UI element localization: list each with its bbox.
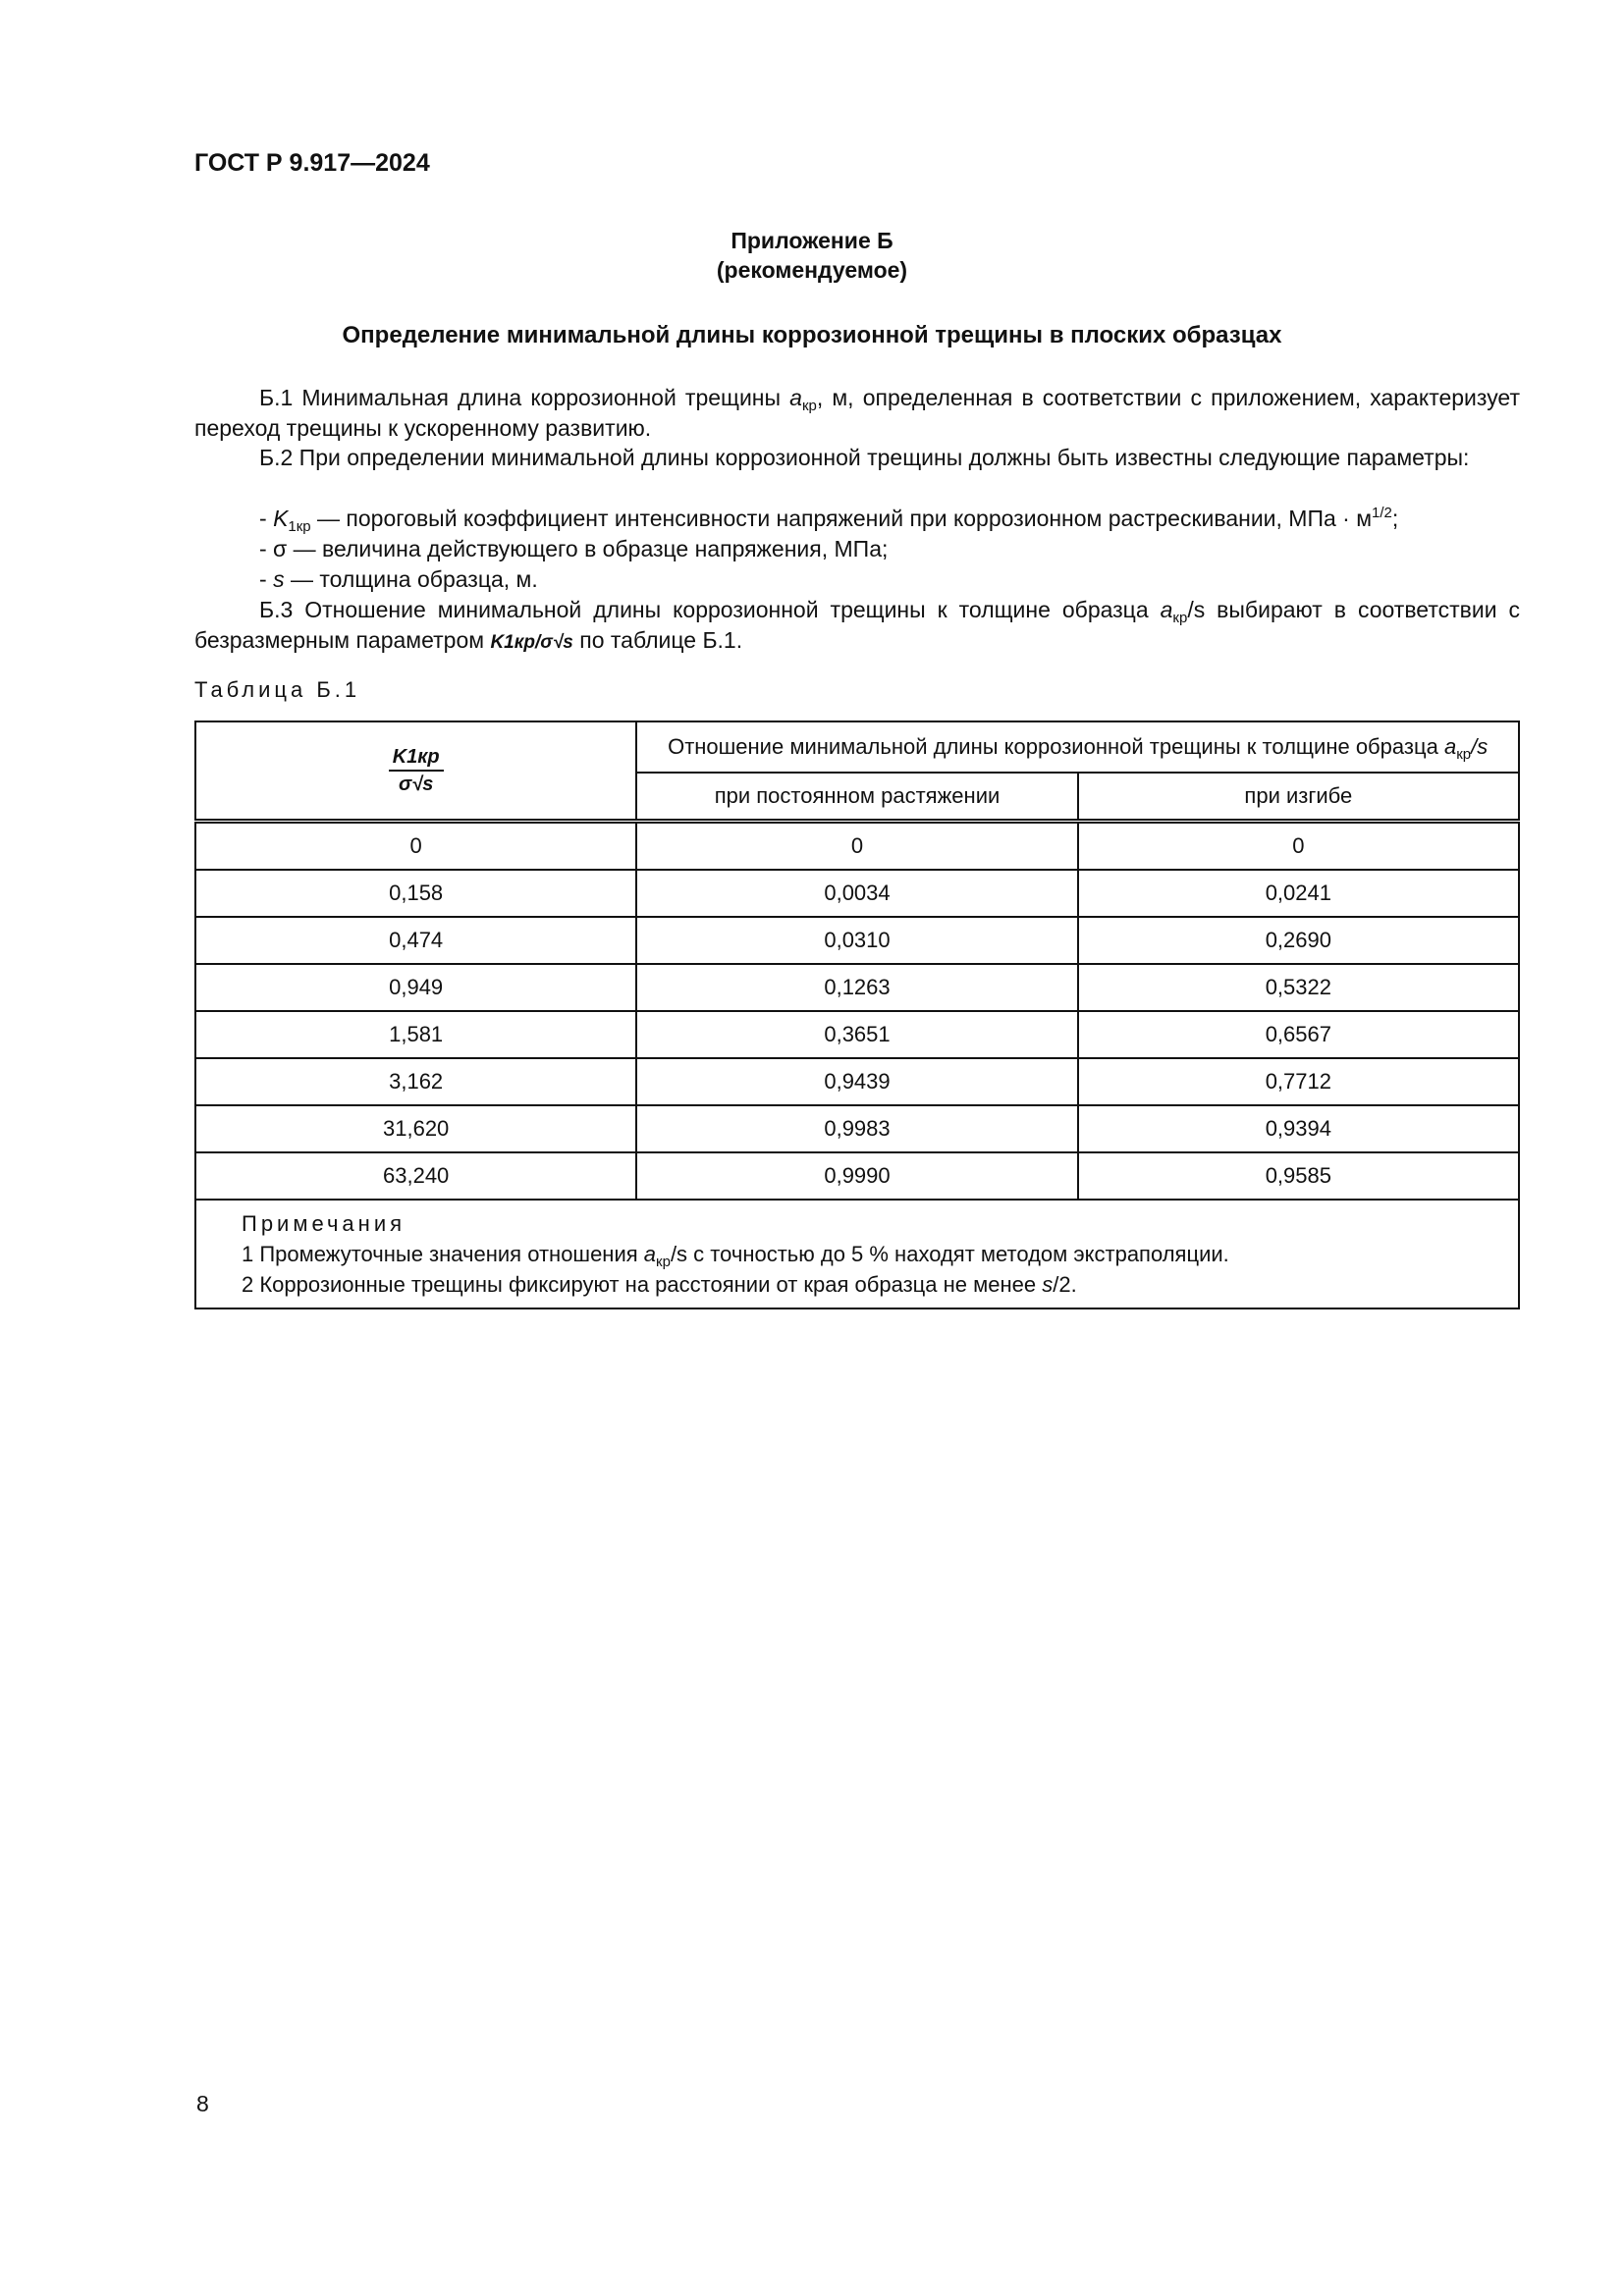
table-cell: 0,2690 [1078,917,1519,964]
appendix-status: (рекомендуемое) [716,257,908,283]
paragraph-b1: Б.1 Минимальная длина коррозионной трещины $a_{кр}$, м, определенная в соответствии с приложением, характеризует переход трещины к ускоренному развитию. [194,385,1520,441]
table-row [195,1058,1519,1105]
table-cell: 0,9990 [636,1152,1077,1200]
paragraph-b3: Б.3 Отношение минимальной длины коррозионной трещины к толщине образца $a_{кр}/s$ выбирают в соответствии с безразмерным параметром K1кр/σ√s по таблице Б.1. [194,597,1521,653]
table-cell: 0,1263 [636,964,1077,1011]
table-cell: 1,581 [195,1011,636,1058]
table-cell: 0,474 [195,917,636,964]
table-cell: 0,9585 [1078,1152,1519,1200]
table-row [195,1011,1519,1058]
table-cell: 0,3651 [636,1011,1077,1058]
header-tension: при постоянном растяжении [636,773,1077,822]
table-cell: 0,949 [195,964,636,1011]
table-cell: 0,0034 [636,870,1077,917]
list-item-k: - $K_{1кр}$ — пороговый коэффициент интенсивности напряжений при коррозионном растрескивании, МПа · $м^{1/2}$; [259,505,1399,535]
table-row [195,870,1519,917]
list-item-s: - s — толщина образца, м. [259,566,538,592]
header-group: Отношение минимальной длины коррозионной трещины к толщине образца $a_{кр}/s$ [636,721,1519,773]
table-cell: 31,620 [195,1105,636,1152]
table-cell: 0 [636,822,1077,871]
list-item-sigma: - σ — величина действующего в образце напряжения, МПа; [259,536,889,561]
table-caption: Таблица Б.1 [194,677,361,702]
table-cell: 0,9983 [636,1105,1077,1152]
table-cell: 0 [1078,822,1519,871]
table-row [195,917,1519,964]
table-cell: 0,7712 [1078,1058,1519,1105]
table-cell: 0,0241 [1078,870,1519,917]
table-cell: 3,162 [195,1058,636,1105]
header-parameter: K1кр σ√s [195,721,636,822]
table-cell: 0,9394 [1078,1105,1519,1152]
table-row [195,1105,1519,1152]
document-id: ГОСТ Р 9.917—2024 [194,149,430,177]
table-row [195,1152,1519,1200]
header-bending: при изгибе [1078,773,1519,822]
table-cell: 0,158 [195,870,636,917]
paragraph-b2: Б.2 При определении минимальной длины коррозионной трещины должны быть известны следующие параметры: [259,445,1470,470]
table-cell: 0 [195,822,636,871]
page-number: 8 [196,2091,209,2116]
table-row [195,822,1519,871]
table-cell: 63,240 [195,1152,636,1200]
appendix-title: Приложение Б [731,228,893,253]
table-notes: Примечания 1 Промежуточные значения отношения $a_{кр}/s$ с точностью до 5 % находят методом экстраполяции. 2 Коррозионные трещины фиксируют на расстоянии от края образца не менее s/2. [195,1200,1519,1308]
table-cell: 0,0310 [636,917,1077,964]
table-row [195,964,1519,1011]
data-table [194,721,1520,1309]
table-cell: 0,9439 [636,1058,1077,1105]
table-cell: 0,6567 [1078,1011,1519,1058]
table-cell: 0,5322 [1078,964,1519,1011]
appendix-heading: Определение минимальной длины коррозионной трещины в плоских образцах [342,322,1282,348]
